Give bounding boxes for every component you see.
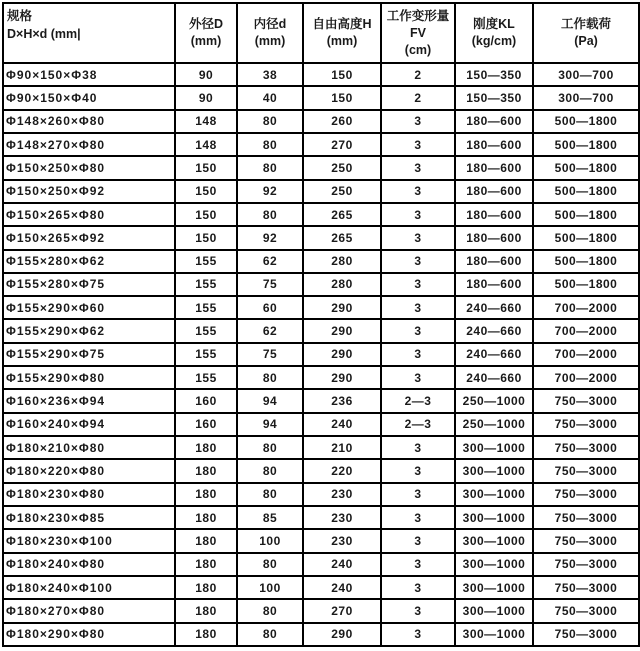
spec-cell: Φ150×265×Φ80 bbox=[3, 203, 175, 226]
inner-diameter-cell: 38 bbox=[237, 63, 303, 86]
working-load-cell: 300—700 bbox=[533, 86, 639, 109]
outer-diameter-cell: 150 bbox=[175, 156, 237, 179]
working-load-cell: 750—3000 bbox=[533, 506, 639, 529]
free-height-cell: 290 bbox=[303, 296, 381, 319]
table-row bbox=[3, 110, 639, 133]
working-load-cell: 750—3000 bbox=[533, 529, 639, 552]
working-load-cell: 500—1800 bbox=[533, 133, 639, 156]
inner-diameter-cell: 85 bbox=[237, 506, 303, 529]
spec-cell: Φ155×280×Φ62 bbox=[3, 250, 175, 273]
free-height-cell: 290 bbox=[303, 366, 381, 389]
free-height-cell: 280 bbox=[303, 273, 381, 296]
stiffness-cell: 300—1000 bbox=[455, 553, 533, 576]
header-row bbox=[3, 3, 639, 63]
working-deformation-cell: 3 bbox=[381, 203, 455, 226]
outer-diameter-cell: 155 bbox=[175, 250, 237, 273]
inner-diameter-cell: 80 bbox=[237, 436, 303, 459]
inner-diameter-cell: 62 bbox=[237, 319, 303, 342]
table-row bbox=[3, 63, 639, 86]
working-deformation-cell: 3 bbox=[381, 483, 455, 506]
working-load-cell: 700—2000 bbox=[533, 343, 639, 366]
col-header-working-load bbox=[533, 3, 639, 63]
working-load-cell: 500—1800 bbox=[533, 226, 639, 249]
table-row bbox=[3, 273, 639, 296]
outer-diameter-cell: 155 bbox=[175, 343, 237, 366]
spec-cell: Φ180×240×Φ100 bbox=[3, 576, 175, 599]
table-row bbox=[3, 203, 639, 226]
table-row bbox=[3, 156, 639, 179]
inner-diameter-cell: 80 bbox=[237, 156, 303, 179]
free-height-cell: 260 bbox=[303, 110, 381, 133]
inner-diameter-cell: 80 bbox=[237, 203, 303, 226]
free-height-cell: 150 bbox=[303, 63, 381, 86]
col-header-free-height-title: 自由高度H bbox=[312, 17, 372, 31]
working-load-cell: 700—2000 bbox=[533, 366, 639, 389]
working-deformation-cell: 3 bbox=[381, 599, 455, 622]
free-height-cell: 236 bbox=[303, 389, 381, 412]
col-header-outer-diameter-unit: (mm) bbox=[190, 34, 222, 48]
working-load-cell: 500—1800 bbox=[533, 203, 639, 226]
spec-cell: Φ155×290×Φ60 bbox=[3, 296, 175, 319]
working-load-cell: 750—3000 bbox=[533, 599, 639, 622]
working-load-cell: 500—1800 bbox=[533, 156, 639, 179]
table-row bbox=[3, 413, 639, 436]
working-deformation-cell: 3 bbox=[381, 133, 455, 156]
col-header-stiffness-unit: (kg/cm) bbox=[471, 34, 517, 48]
outer-diameter-cell: 180 bbox=[175, 576, 237, 599]
inner-diameter-cell: 80 bbox=[237, 459, 303, 482]
free-height-cell: 265 bbox=[303, 203, 381, 226]
free-height-cell: 290 bbox=[303, 343, 381, 366]
stiffness-cell: 300—1000 bbox=[455, 623, 533, 647]
working-load-cell: 300—700 bbox=[533, 63, 639, 86]
col-header-free-height bbox=[303, 3, 381, 63]
outer-diameter-cell: 148 bbox=[175, 133, 237, 156]
working-deformation-cell: 3 bbox=[381, 156, 455, 179]
outer-diameter-cell: 180 bbox=[175, 483, 237, 506]
free-height-cell: 290 bbox=[303, 319, 381, 342]
outer-diameter-cell: 155 bbox=[175, 319, 237, 342]
working-deformation-cell: 2—3 bbox=[381, 413, 455, 436]
inner-diameter-cell: 80 bbox=[237, 553, 303, 576]
inner-diameter-cell: 40 bbox=[237, 86, 303, 109]
free-height-cell: 230 bbox=[303, 506, 381, 529]
outer-diameter-cell: 180 bbox=[175, 553, 237, 576]
col-header-outer-diameter-title: 外径D bbox=[188, 17, 224, 31]
spec-cell: Φ148×270×Φ80 bbox=[3, 133, 175, 156]
spec-cell: Φ180×230×Φ80 bbox=[3, 483, 175, 506]
working-load-cell: 750—3000 bbox=[533, 623, 639, 647]
spec-cell: Φ180×270×Φ80 bbox=[3, 599, 175, 622]
spec-cell: Φ155×290×Φ75 bbox=[3, 343, 175, 366]
stiffness-cell: 300—1000 bbox=[455, 599, 533, 622]
spec-cell: Φ90×150×Φ38 bbox=[3, 63, 175, 86]
spec-cell: Φ180×220×Φ80 bbox=[3, 459, 175, 482]
stiffness-cell: 300—1000 bbox=[455, 506, 533, 529]
table-row bbox=[3, 319, 639, 342]
spec-cell: Φ150×250×Φ80 bbox=[3, 156, 175, 179]
spec-cell: Φ180×290×Φ80 bbox=[3, 623, 175, 647]
table-row bbox=[3, 226, 639, 249]
table-row bbox=[3, 599, 639, 622]
inner-diameter-cell: 80 bbox=[237, 110, 303, 133]
inner-diameter-cell: 94 bbox=[237, 413, 303, 436]
spec-cell: Φ180×230×Φ85 bbox=[3, 506, 175, 529]
table-row bbox=[3, 529, 639, 552]
table-row bbox=[3, 576, 639, 599]
outer-diameter-cell: 180 bbox=[175, 529, 237, 552]
table-row bbox=[3, 343, 639, 366]
outer-diameter-cell: 90 bbox=[175, 86, 237, 109]
table-row bbox=[3, 133, 639, 156]
free-height-cell: 210 bbox=[303, 436, 381, 459]
col-header-spec-title: 规格 bbox=[7, 9, 33, 23]
inner-diameter-cell: 75 bbox=[237, 273, 303, 296]
stiffness-cell: 180—600 bbox=[455, 110, 533, 133]
table-row bbox=[3, 180, 639, 203]
stiffness-cell: 180—600 bbox=[455, 226, 533, 249]
table-row bbox=[3, 553, 639, 576]
col-header-inner-diameter bbox=[237, 3, 303, 63]
outer-diameter-cell: 90 bbox=[175, 63, 237, 86]
table-row bbox=[3, 483, 639, 506]
working-deformation-cell: 3 bbox=[381, 529, 455, 552]
working-load-cell: 700—2000 bbox=[533, 296, 639, 319]
spec-cell: Φ180×230×Φ100 bbox=[3, 529, 175, 552]
inner-diameter-cell: 62 bbox=[237, 250, 303, 273]
stiffness-cell: 250—1000 bbox=[455, 413, 533, 436]
col-header-inner-diameter-unit: (mm) bbox=[254, 34, 286, 48]
spec-cell: Φ155×290×Φ62 bbox=[3, 319, 175, 342]
stiffness-cell: 240—660 bbox=[455, 319, 533, 342]
col-header-spec-formula: D×H×d (mm| bbox=[7, 27, 81, 41]
working-load-cell: 750—3000 bbox=[533, 436, 639, 459]
stiffness-cell: 180—600 bbox=[455, 180, 533, 203]
table-row bbox=[3, 436, 639, 459]
inner-diameter-cell: 80 bbox=[237, 133, 303, 156]
stiffness-cell: 250—1000 bbox=[455, 389, 533, 412]
free-height-cell: 240 bbox=[303, 553, 381, 576]
working-deformation-cell: 3 bbox=[381, 319, 455, 342]
outer-diameter-cell: 150 bbox=[175, 203, 237, 226]
outer-diameter-cell: 180 bbox=[175, 506, 237, 529]
outer-diameter-cell: 155 bbox=[175, 366, 237, 389]
col-header-free-height-unit: (mm) bbox=[326, 34, 358, 48]
stiffness-cell: 240—660 bbox=[455, 366, 533, 389]
stiffness-cell: 300—1000 bbox=[455, 483, 533, 506]
outer-diameter-cell: 155 bbox=[175, 296, 237, 319]
stiffness-cell: 180—600 bbox=[455, 133, 533, 156]
working-deformation-cell: 3 bbox=[381, 226, 455, 249]
stiffness-cell: 300—1000 bbox=[455, 436, 533, 459]
working-deformation-cell: 2 bbox=[381, 86, 455, 109]
table-row bbox=[3, 459, 639, 482]
working-deformation-cell: 2—3 bbox=[381, 389, 455, 412]
inner-diameter-cell: 80 bbox=[237, 483, 303, 506]
outer-diameter-cell: 148 bbox=[175, 110, 237, 133]
inner-diameter-cell: 80 bbox=[237, 599, 303, 622]
col-header-working-deformation-unit: (cm) bbox=[404, 42, 432, 57]
col-header-working-deformation-title: 工作变形量 bbox=[386, 8, 450, 23]
table-row bbox=[3, 366, 639, 389]
stiffness-cell: 150—350 bbox=[455, 86, 533, 109]
working-load-cell: 500—1800 bbox=[533, 250, 639, 273]
stiffness-cell: 180—600 bbox=[455, 203, 533, 226]
col-header-working-load-unit: (Pa) bbox=[574, 34, 598, 48]
working-load-cell: 750—3000 bbox=[533, 413, 639, 436]
working-deformation-cell: 3 bbox=[381, 110, 455, 133]
working-deformation-cell: 3 bbox=[381, 250, 455, 273]
stiffness-cell: 150—350 bbox=[455, 63, 533, 86]
table-row bbox=[3, 296, 639, 319]
free-height-cell: 265 bbox=[303, 226, 381, 249]
col-header-inner-diameter-title: 内径d bbox=[253, 17, 287, 31]
working-load-cell: 500—1800 bbox=[533, 110, 639, 133]
inner-diameter-cell: 80 bbox=[237, 623, 303, 647]
outer-diameter-cell: 180 bbox=[175, 623, 237, 647]
col-header-stiffness bbox=[455, 3, 533, 63]
spec-table bbox=[2, 2, 640, 647]
table-row bbox=[3, 86, 639, 109]
col-header-outer-diameter bbox=[175, 3, 237, 63]
outer-diameter-cell: 155 bbox=[175, 273, 237, 296]
inner-diameter-cell: 100 bbox=[237, 576, 303, 599]
working-deformation-cell: 3 bbox=[381, 623, 455, 647]
spec-table-body bbox=[3, 63, 639, 646]
working-load-cell: 500—1800 bbox=[533, 180, 639, 203]
inner-diameter-cell: 92 bbox=[237, 226, 303, 249]
stiffness-cell: 180—600 bbox=[455, 250, 533, 273]
stiffness-cell: 180—600 bbox=[455, 273, 533, 296]
inner-diameter-cell: 60 bbox=[237, 296, 303, 319]
free-height-cell: 220 bbox=[303, 459, 381, 482]
free-height-cell: 230 bbox=[303, 529, 381, 552]
working-deformation-cell: 3 bbox=[381, 273, 455, 296]
spec-cell: Φ150×265×Φ92 bbox=[3, 226, 175, 249]
col-header-stiffness-title: 刚度KL bbox=[473, 17, 515, 31]
outer-diameter-cell: 160 bbox=[175, 413, 237, 436]
inner-diameter-cell: 100 bbox=[237, 529, 303, 552]
spec-cell: Φ155×280×Φ75 bbox=[3, 273, 175, 296]
spec-cell: Φ180×240×Φ80 bbox=[3, 553, 175, 576]
table-row bbox=[3, 506, 639, 529]
free-height-cell: 290 bbox=[303, 623, 381, 647]
outer-diameter-cell: 150 bbox=[175, 226, 237, 249]
working-deformation-cell: 3 bbox=[381, 436, 455, 459]
spec-cell: Φ148×260×Φ80 bbox=[3, 110, 175, 133]
free-height-cell: 270 bbox=[303, 599, 381, 622]
outer-diameter-cell: 160 bbox=[175, 389, 237, 412]
stiffness-cell: 300—1000 bbox=[455, 529, 533, 552]
stiffness-cell: 300—1000 bbox=[455, 459, 533, 482]
table-row bbox=[3, 389, 639, 412]
free-height-cell: 250 bbox=[303, 156, 381, 179]
stiffness-cell: 240—660 bbox=[455, 343, 533, 366]
free-height-cell: 230 bbox=[303, 483, 381, 506]
stiffness-cell: 300—1000 bbox=[455, 576, 533, 599]
col-header-working-load-title: 工作载荷 bbox=[560, 17, 611, 31]
spec-cell: Φ180×210×Φ80 bbox=[3, 436, 175, 459]
spec-cell: Φ160×240×Φ94 bbox=[3, 413, 175, 436]
spec-cell: Φ160×236×Φ94 bbox=[3, 389, 175, 412]
outer-diameter-cell: 180 bbox=[175, 436, 237, 459]
working-deformation-cell: 3 bbox=[381, 296, 455, 319]
working-load-cell: 750—3000 bbox=[533, 389, 639, 412]
outer-diameter-cell: 180 bbox=[175, 599, 237, 622]
inner-diameter-cell: 92 bbox=[237, 180, 303, 203]
working-deformation-cell: 3 bbox=[381, 576, 455, 599]
table-row bbox=[3, 250, 639, 273]
working-load-cell: 500—1800 bbox=[533, 273, 639, 296]
working-deformation-cell: 3 bbox=[381, 366, 455, 389]
free-height-cell: 240 bbox=[303, 576, 381, 599]
spec-cell: Φ90×150×Φ40 bbox=[3, 86, 175, 109]
working-deformation-cell: 2 bbox=[381, 63, 455, 86]
working-deformation-cell: 3 bbox=[381, 459, 455, 482]
free-height-cell: 280 bbox=[303, 250, 381, 273]
stiffness-cell: 240—660 bbox=[455, 296, 533, 319]
working-deformation-cell: 3 bbox=[381, 343, 455, 366]
working-deformation-cell: 3 bbox=[381, 180, 455, 203]
working-load-cell: 750—3000 bbox=[533, 483, 639, 506]
spec-cell: Φ155×290×Φ80 bbox=[3, 366, 175, 389]
col-header-working-deformation bbox=[381, 3, 455, 63]
table-row bbox=[3, 623, 639, 647]
outer-diameter-cell: 180 bbox=[175, 459, 237, 482]
col-header-spec bbox=[3, 3, 175, 63]
working-load-cell: 750—3000 bbox=[533, 576, 639, 599]
free-height-cell: 240 bbox=[303, 413, 381, 436]
free-height-cell: 150 bbox=[303, 86, 381, 109]
free-height-cell: 250 bbox=[303, 180, 381, 203]
working-load-cell: 750—3000 bbox=[533, 553, 639, 576]
inner-diameter-cell: 94 bbox=[237, 389, 303, 412]
working-load-cell: 700—2000 bbox=[533, 319, 639, 342]
inner-diameter-cell: 75 bbox=[237, 343, 303, 366]
working-deformation-cell: 3 bbox=[381, 553, 455, 576]
working-load-cell: 750—3000 bbox=[533, 459, 639, 482]
working-deformation-cell: 3 bbox=[381, 506, 455, 529]
free-height-cell: 270 bbox=[303, 133, 381, 156]
col-header-working-deformation-symbol: FV bbox=[410, 25, 426, 40]
inner-diameter-cell: 80 bbox=[237, 366, 303, 389]
stiffness-cell: 180—600 bbox=[455, 156, 533, 179]
outer-diameter-cell: 150 bbox=[175, 180, 237, 203]
spec-cell: Φ150×250×Φ92 bbox=[3, 180, 175, 203]
